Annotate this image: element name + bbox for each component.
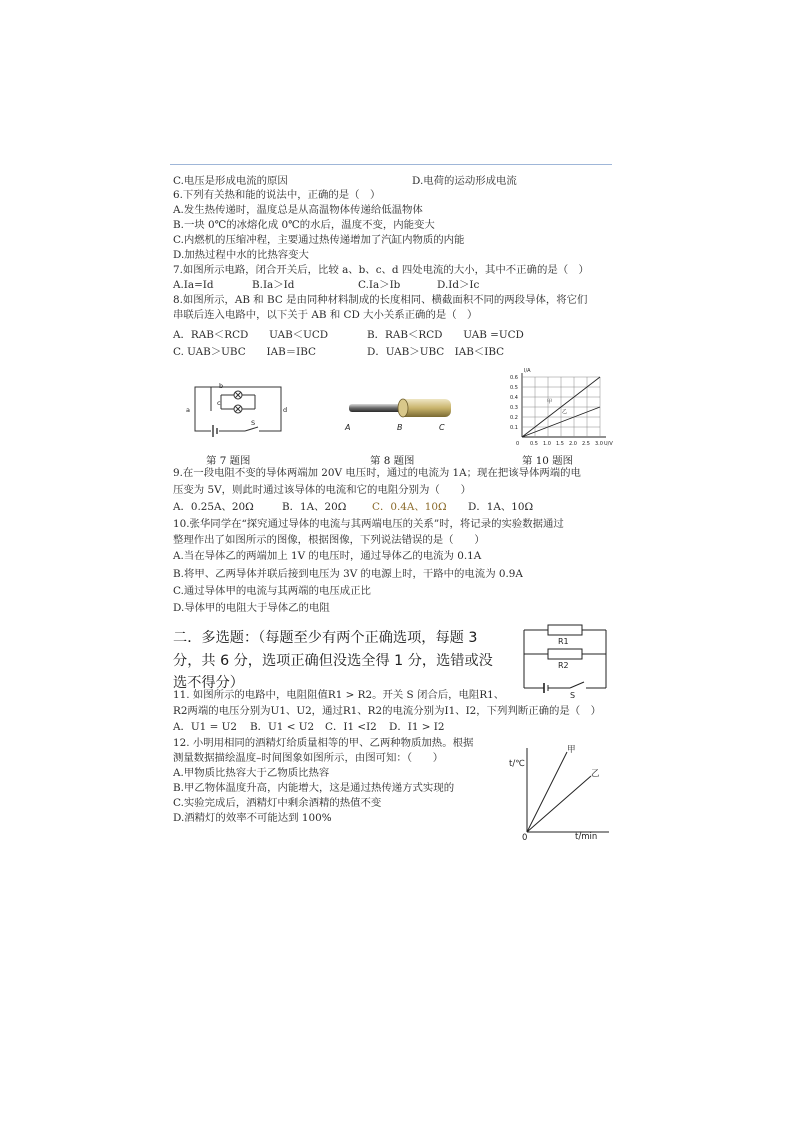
q9-stem-1: 9.在一段电阻不变的导体两端加 20V 电压时，通过的电流为 1A；现在把该导体两端的电 (173, 467, 581, 479)
fig10-ytick: 0.5 (510, 385, 518, 391)
q10-option-c: C.通过导体甲的电流与其两端的电压成正比 (173, 585, 371, 597)
fig10-ytick: 0.4 (510, 395, 518, 401)
fig10-xtick: 3.0 (595, 441, 603, 447)
fig10-xtick: 1.5 (556, 441, 564, 447)
fig10-xlabel: U/V (604, 441, 613, 447)
fig12-series-jia: 甲 (567, 745, 576, 755)
q7-option-b: B.Ia＞Id (252, 279, 295, 291)
q7-option-d: D.Id＞Ic (437, 279, 480, 291)
fig10-xtick: 0.5 (530, 441, 538, 447)
q6-option-c: C.内燃机的压缩冲程，主要通过热传递增加了汽缸内物质的内能 (173, 234, 465, 246)
fig10-ytick: 0.2 (510, 415, 518, 421)
fig10-series-jia: 甲 (547, 399, 553, 405)
q12-option-b: B.甲乙物体温度升高，内能增大，这是通过热传递方式实现的 (173, 782, 455, 794)
q11-option-c: C．I1 <I2 (325, 721, 377, 733)
fig12-series-yi: 乙 (591, 769, 600, 779)
fig7-label-d: d (283, 406, 288, 414)
fig7-label-b: b (219, 382, 224, 390)
q12-option-c: C.实验完成后，酒精灯中剩余酒精的热值不变 (173, 797, 382, 809)
figure-10-graph (506, 365, 614, 451)
fig7-label-c: c (217, 399, 221, 407)
fig12-xlabel: t/min (575, 832, 598, 842)
q8-stem-1: 8.如图所示，AB 和 BC 是由同种材料制成的长度相同、横截面积不同的两段导体，将它们 (173, 294, 588, 306)
top-rule (170, 164, 612, 165)
fig12-origin: 0 (522, 833, 528, 843)
figure-7-circuit (183, 375, 293, 437)
q9-option-b: B．1A、20Ω (282, 501, 347, 513)
q11-stem-1: 11. 如图所示的电路中，电阻阻值R1 > R2。开关 S 闭合后，电阻R1、 (173, 689, 505, 701)
q11-option-a: A．U1 = U2 (173, 721, 237, 733)
fig8-label-c: C (439, 423, 445, 432)
fig10-xtick: 0 (516, 441, 520, 447)
fig8-label-b: B (397, 423, 403, 432)
q8-stem-2: 串联后连入电路中，以下关于 AB 和 CD 大小关系正确的是（ ） (173, 309, 478, 321)
fig7-label-s: S (251, 419, 256, 427)
q12-stem-2: 测量数据描绘温度–时间图象如图所示，由图可知：（ ） (173, 752, 444, 764)
q11-option-b: B．U1 < U2 (250, 721, 315, 733)
fig12-ylabel: t/℃ (509, 759, 525, 769)
caption-fig8: 第 8 题图 (370, 455, 415, 467)
q6-option-b: B.一块 0℃的冰熔化成 0℃的水后，温度不变，内能变大 (173, 219, 435, 231)
figure-8-conductor (343, 395, 455, 433)
q6-stem: 6.下列有关热和能的说法中，正确的是（ ） (173, 189, 381, 201)
q7-option-a: A.Ia=Id (173, 279, 214, 291)
q10-option-d: D.导体甲的电阻大于导体乙的电阻 (173, 602, 330, 614)
q7-stem: 7.如图所示电路，闭合开关后，比较 a、b、c、d 四处电流的大小，其中不正确的是（ ） (173, 264, 589, 276)
q9-option-c: C．0.4A、10Ω (372, 501, 447, 513)
q6-option-a: A.发生热传递时，温度总是从高温物体传递给低温物体 (173, 204, 423, 216)
q5-option-c: C.电压是形成电流的原因 (173, 175, 288, 187)
section-2-heading-2: 分，共 6 分，选项正确但没选全得 1 分，选错或没 (173, 653, 493, 669)
q8-option-b: B．RAB＜RCD UAB =UCD (367, 329, 524, 341)
fig10-ytick: 0.3 (510, 405, 518, 411)
q8-option-d: D．UAB＞UBC IAB＜IBC (367, 346, 505, 358)
q8-option-a: A．RAB＜RCD UAB＜UCD (173, 329, 329, 341)
q8-option-c: C. UAB＞UBC IAB＝IBC (173, 346, 316, 358)
fig11-label-s: S (570, 691, 576, 700)
fig7-label-a: a (186, 406, 190, 414)
q9-option-d: D．1A、10Ω (468, 501, 534, 513)
section-2-heading-3: 选不得分） (173, 675, 244, 691)
q10-stem-2: 整理作出了如图所示的图像，根据图像，下列说法错误的是（ ） (173, 534, 485, 546)
fig11-label-r2: R2 (558, 661, 569, 670)
fig10-ylabel: I/A (524, 368, 531, 374)
q9-option-a: A．0.25A、20Ω (173, 501, 254, 513)
q11-stem-2: R2两端的电压分别为U1、U2，通过R1、R2的电流分别为I1、I2，下列判断正确的是（ ） (173, 705, 601, 717)
q11-option-d: D．I1 > I2 (389, 721, 445, 733)
fig10-xtick: 1.0 (543, 441, 551, 447)
q10-option-a: A.当在导体乙的两端加上 1V 的电压时，通过导体乙的电流为 0.1A (173, 550, 482, 562)
fig10-series-yi: 乙 (562, 409, 568, 415)
q9-stem-2: 压变为 5V，则此时通过该导体的电流和它的电阻分别为（ ） (173, 484, 471, 496)
section-2-heading-1: 二．多选题：（每题至少有两个正确选项，每题 3 (173, 630, 478, 646)
fig10-ytick: 0.1 (510, 425, 518, 431)
fig10-ytick: 0.6 (510, 375, 518, 381)
q12-stem-1: 12. 小明用相同的酒精灯给质量相等的甲、乙两种物质加热。根据 (173, 737, 474, 749)
fig10-xtick: 2.5 (582, 441, 590, 447)
fig8-label-a: A (345, 423, 351, 432)
q12-option-d: D.酒精灯的效率不可能达到 100% (173, 812, 332, 824)
caption-fig10: 第 10 题图 (522, 455, 573, 467)
caption-fig7: 第 7 题图 (206, 455, 251, 467)
q7-option-c: C.Ia＞Ib (358, 279, 401, 291)
q6-option-d: D.加热过程中水的比热容变大 (173, 249, 309, 261)
fig11-label-r1: R1 (558, 637, 569, 646)
fig10-xtick: 2.0 (569, 441, 577, 447)
q12-option-a: A.甲物质比热容大于乙物质比热容 (173, 767, 330, 779)
q5-option-d: D.电荷的运动形成电流 (412, 175, 517, 187)
q10-stem-1: 10.张华同学在“探究通过导体的电流与其两端电压的关系”时，将记录的实验数据通过 (173, 518, 564, 530)
figure-11-circuit (520, 622, 610, 698)
figure-12-graph (505, 742, 617, 846)
q10-option-b: B.将甲、乙两导体并联后接到电压为 3V 的电源上时，干路中的电流为 0.9A (173, 568, 523, 580)
